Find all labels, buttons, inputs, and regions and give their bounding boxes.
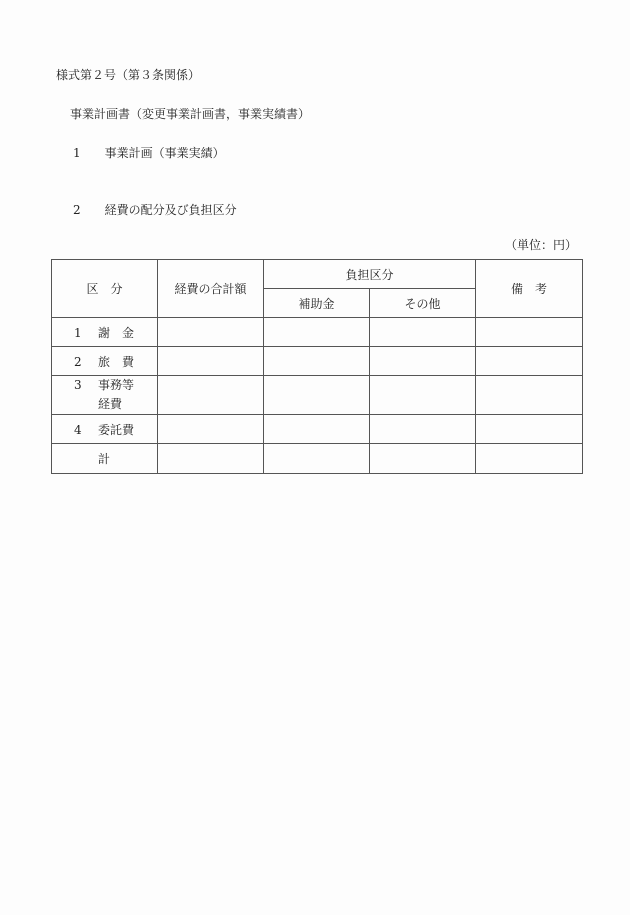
form-number: 様式第２号（第３条関係） bbox=[56, 68, 201, 82]
cell-other[interactable] bbox=[370, 318, 476, 347]
row-label bbox=[52, 376, 158, 415]
cell-total[interactable] bbox=[158, 444, 264, 474]
cell-remarks[interactable] bbox=[476, 347, 583, 376]
section-2-label: 経費の配分及び負担区分 bbox=[104, 203, 237, 217]
cell-other[interactable] bbox=[370, 376, 476, 415]
cell-other[interactable] bbox=[370, 415, 476, 444]
cell-total[interactable] bbox=[158, 318, 264, 347]
header-other: その他 bbox=[370, 289, 476, 318]
header-category: 区 分 bbox=[52, 260, 158, 318]
section-1-heading bbox=[73, 144, 225, 161]
cell-total[interactable] bbox=[158, 415, 264, 444]
header-total: 経費の合計額 bbox=[158, 260, 264, 318]
cell-other[interactable] bbox=[370, 444, 476, 474]
header-subsidy: 補助金 bbox=[264, 289, 370, 318]
row-label bbox=[52, 444, 158, 474]
cell-subsidy[interactable] bbox=[264, 347, 370, 376]
row-name: 計 bbox=[98, 452, 111, 466]
unit-label: （単位：円） bbox=[505, 238, 578, 252]
row-name: 旅 費 bbox=[98, 354, 135, 369]
cell-other[interactable] bbox=[370, 347, 476, 376]
total-row bbox=[52, 444, 583, 474]
section-2-heading bbox=[73, 201, 237, 218]
document-title: 事業計画書（変更事業計画書，事業実績書） bbox=[70, 107, 311, 121]
row-number: 3 bbox=[74, 378, 82, 392]
cell-subsidy[interactable] bbox=[264, 444, 370, 474]
table-row bbox=[52, 415, 583, 444]
cell-subsidy[interactable] bbox=[264, 376, 370, 415]
cell-total[interactable] bbox=[158, 376, 264, 415]
cell-remarks[interactable] bbox=[476, 376, 583, 415]
cell-remarks[interactable] bbox=[476, 318, 583, 347]
row-name: 委託費 bbox=[98, 422, 135, 437]
table-row bbox=[52, 376, 583, 415]
expense-table bbox=[51, 259, 583, 474]
cell-remarks[interactable] bbox=[476, 444, 583, 474]
row-number: 2 bbox=[74, 354, 82, 369]
row-name-line2: 経費 bbox=[98, 397, 123, 411]
row-label bbox=[52, 347, 158, 376]
cell-subsidy[interactable] bbox=[264, 415, 370, 444]
row-label bbox=[52, 415, 158, 444]
header-row bbox=[52, 260, 583, 289]
header-remarks: 備 考 bbox=[476, 260, 583, 318]
row-label bbox=[52, 318, 158, 347]
row-name: 事務等 bbox=[98, 378, 135, 392]
table-row bbox=[52, 347, 583, 376]
table-row bbox=[52, 318, 583, 347]
cell-remarks[interactable] bbox=[476, 415, 583, 444]
section-1-label: 事業計画（事業実績） bbox=[104, 146, 225, 160]
section-2-number: 2 bbox=[73, 203, 81, 217]
cell-total[interactable] bbox=[158, 347, 264, 376]
header-burden: 負担区分 bbox=[264, 260, 476, 289]
section-1-number: 1 bbox=[73, 146, 81, 160]
row-number: 4 bbox=[74, 422, 82, 437]
row-name: 謝 金 bbox=[98, 325, 135, 340]
cell-subsidy[interactable] bbox=[264, 318, 370, 347]
row-number: 1 bbox=[74, 325, 82, 340]
